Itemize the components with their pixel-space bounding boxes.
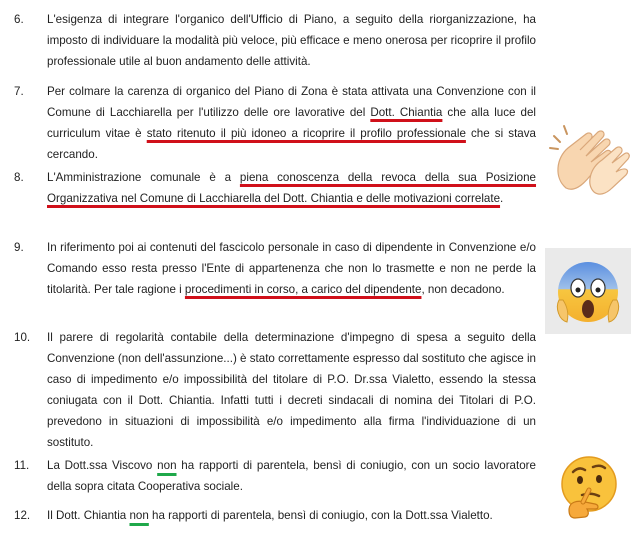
item-text [47, 455, 536, 497]
list-item-8 [14, 167, 536, 209]
text-run: che alla luce del curriculum vitae è [47, 106, 536, 140]
face-screaming-in-fear-emoji [545, 248, 631, 334]
item-number: 7. [14, 85, 24, 98]
text-run: , non decadono. [421, 283, 505, 296]
list-item-12 [14, 505, 536, 526]
text-run: Il Dott. Chiantia [47, 509, 130, 522]
item-text [47, 327, 536, 453]
item-number: 8. [14, 171, 24, 184]
item-text [47, 237, 536, 300]
text-run: che si stava cercando. [47, 127, 536, 161]
clapping-hands-emoji [546, 118, 636, 198]
text-run: L'Amministrazione comunale è a [47, 171, 240, 184]
item-text [47, 167, 536, 209]
item-number: 10. [14, 331, 31, 344]
text-run: In riferimento poi ai contenuti del fascicolo personale in caso di dipendente in Convenzione e/o Comando esso resta presso l'Ente di appartenenza che non lo trasmette e non ne perde la titolarità. Per tale ragione i [47, 241, 536, 296]
item-text [47, 9, 536, 72]
item-text [47, 81, 536, 165]
text-run: Per colmare la carenza di organico del Piano di Zona è stata attivata una Convenzione con il Comune di Lacchiarella per l'utilizzo delle ore lavorative del [47, 85, 536, 119]
item-text [47, 505, 536, 526]
text-run: ha rapporti di parentela, bensì di coniugio, con un socio lavoratore della sopra citata Cooperativa sociale. [47, 459, 536, 493]
thinking-face-emoji [555, 450, 623, 526]
highlighted-text-green: non [129, 509, 149, 522]
item-number: 11. [14, 459, 30, 472]
list-item-10 [14, 327, 536, 453]
list-item-11 [14, 455, 536, 497]
item-number: 6. [14, 13, 24, 26]
highlighted-text-red: piena conoscenza della revoca della sua Posizione Organizzativa nel Comune di Lacchiarella del Dott. Chiantia e delle motivazioni correlate [47, 171, 537, 205]
text-run: La Dott.ssa Viscovo [47, 459, 158, 472]
list-item-7 [14, 81, 536, 165]
text-run: ha rapporti di parentela, bensì di coniugio, con la Dott.ssa Vialetto. [148, 509, 493, 522]
item-number: 12. [14, 509, 31, 522]
item-number: 9. [14, 241, 24, 254]
list-item-6 [14, 9, 536, 72]
list-item-9 [14, 237, 536, 300]
highlighted-text-red: procedimenti in corso, a carico del dipendente [184, 283, 422, 296]
text-run: . [500, 192, 504, 205]
text-run: L'esigenza di integrare l'organico dell'Ufficio di Piano, a seguito della riorganizzazione, ha imposto di individuare la modalità più veloce, più efficace e meno onerosa per ricoprire il profilo professionale utile al buon andamento delle attività. [47, 13, 536, 68]
highlighted-text-green: non [157, 459, 177, 472]
highlighted-text-red: stato ritenuto il più idoneo a ricoprire il profilo professionale [146, 127, 466, 140]
text-run: Il parere di regolarità contabile della determinazione d'impegno di spesa a seguito della Convenzione (non dell'assunzione...) è stato correttamente espresso dal sostituto che agisce in caso di impedimento e/o impossibilità del titolare di P.O. Dr.ssa Vialetto, essendo la stessa coniugata con il Dott. Chiantia. Infatti tutti i decreti sindacali di nomina dei Titolari di P.O. prevedono in situazioni di impossibilità e/o impedimento alla firma l'individuazione di un sostituto. [47, 331, 536, 449]
highlighted-text-red: Dott. Chiantia [370, 106, 443, 119]
